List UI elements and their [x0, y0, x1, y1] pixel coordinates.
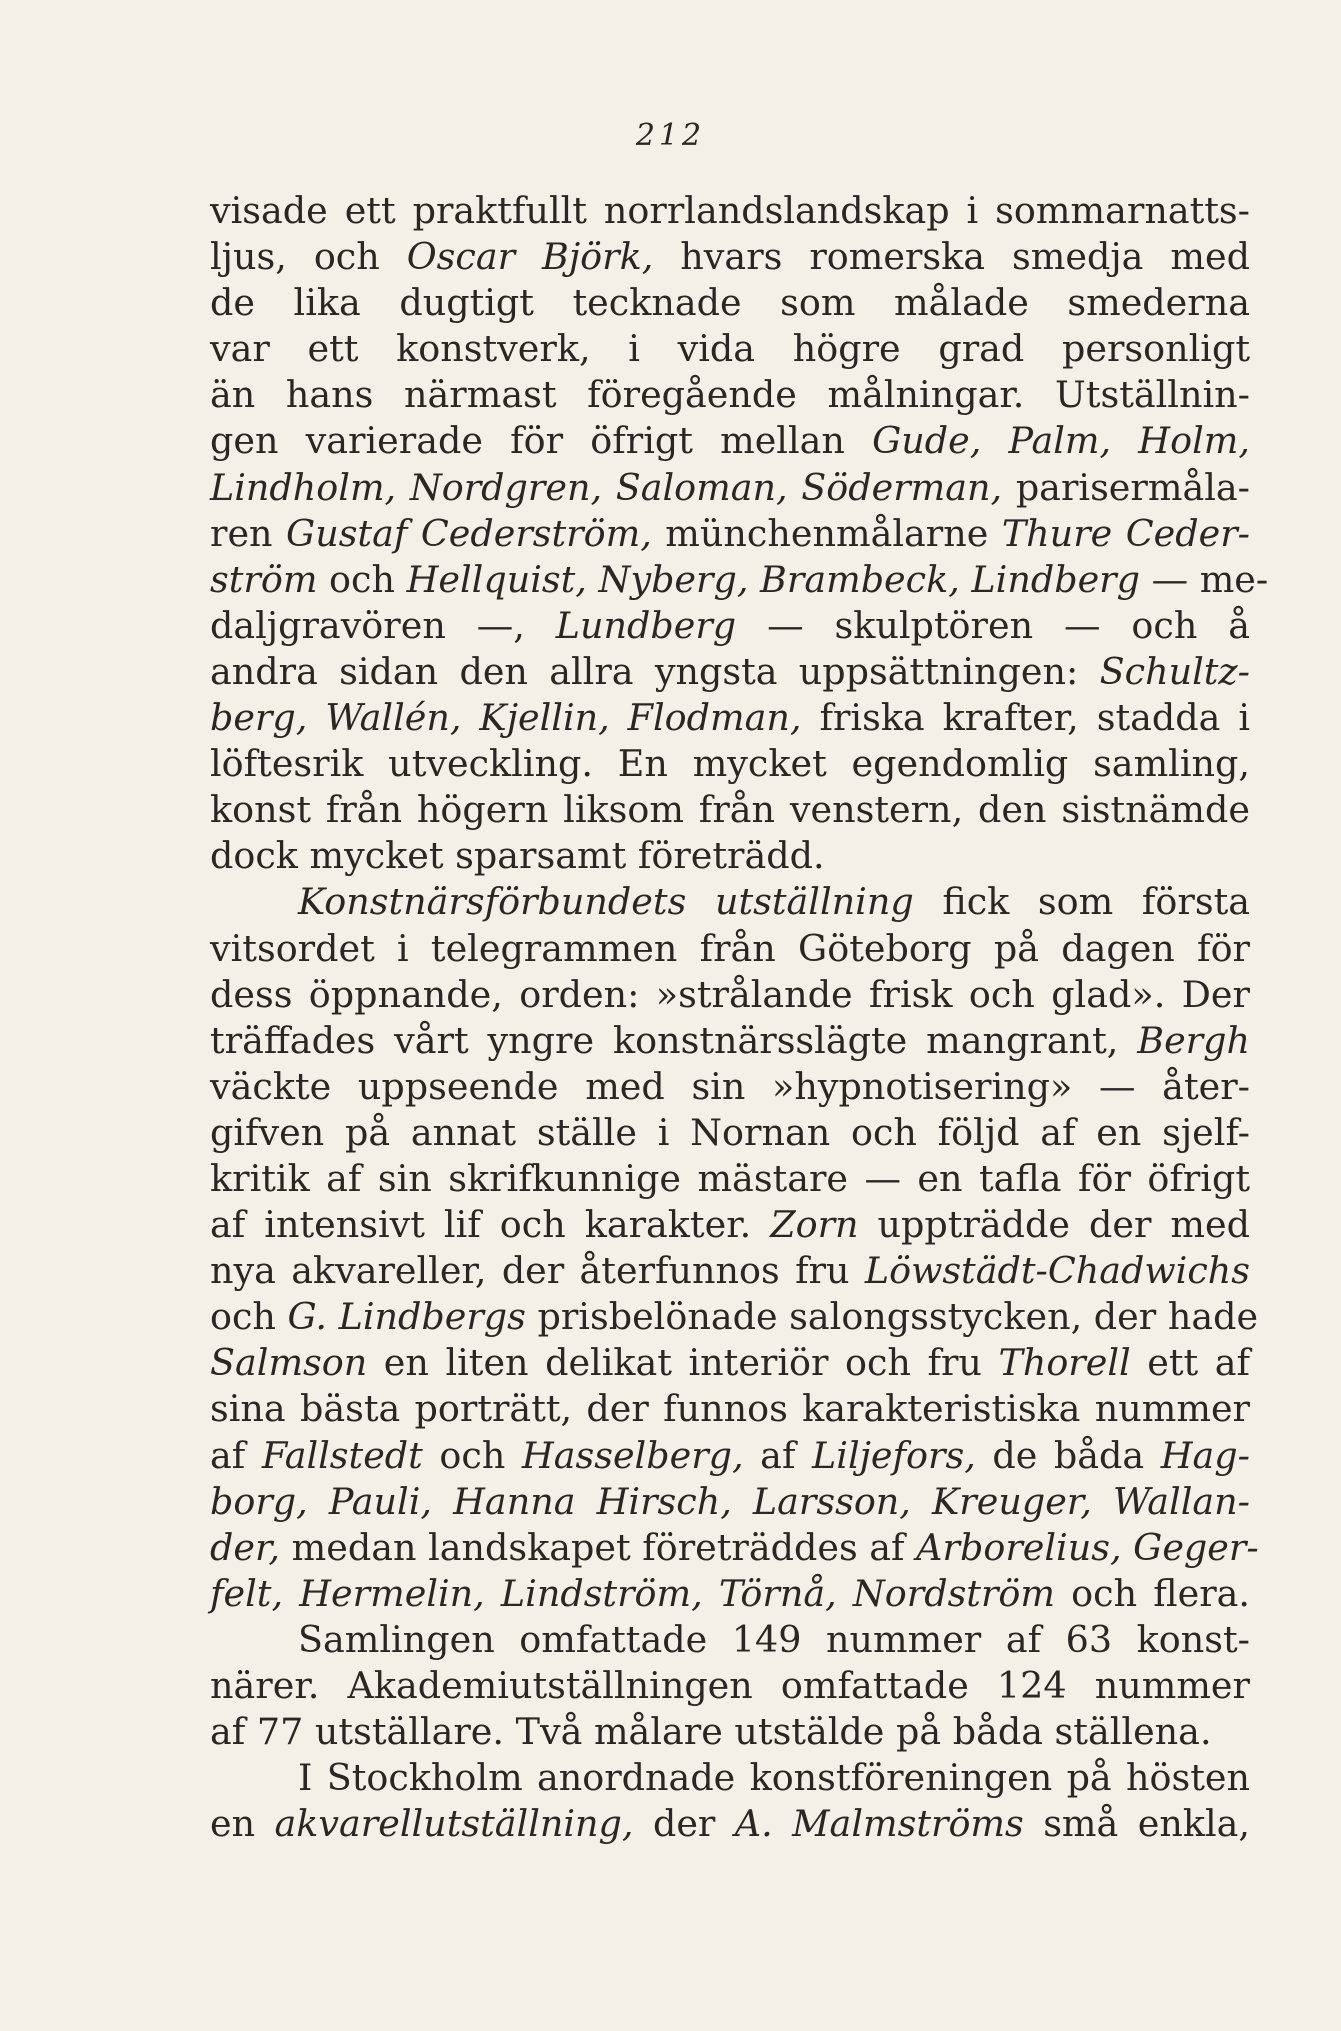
text-run: dess öppnande, orden: »strålande frisk och glad». Der [210, 972, 1250, 1016]
text-run: af [210, 1433, 262, 1477]
text-run: konst från högern liksom från venstern, den sistnämde [210, 788, 1250, 832]
body-text [210, 188, 1269, 1847]
italic-text: berg, Wallén, Kjellin, Flodman, [210, 696, 802, 740]
italic-text: felt, Hermelin, Lindström, Törnå, Nordström [210, 1571, 1056, 1615]
text-run: fick som första [913, 880, 1250, 924]
text-run: friska krafter, stadda i [801, 696, 1250, 740]
text-line [210, 649, 1250, 695]
text-run: ett af [1130, 1341, 1250, 1385]
text-line [210, 418, 1250, 464]
text-run: prisbelönade salongsstycken, der hade [525, 1295, 1259, 1339]
italic-text: der, [210, 1525, 281, 1569]
text-line [210, 972, 1250, 1018]
italic-text: Hag- [1160, 1433, 1251, 1477]
text-run: och [317, 557, 407, 601]
text-run: och flera. [1055, 1571, 1251, 1615]
italic-text: Liljefors, [812, 1433, 976, 1477]
text-run: uppträdde der med [858, 1203, 1250, 1247]
text-run: medan landskapet företräddes af [280, 1525, 917, 1569]
text-line [210, 1340, 1250, 1386]
text-line [210, 280, 1250, 326]
text-run: en liten delikat interiör och fru [367, 1341, 999, 1385]
italic-text: Konstnärsförbundets utställning [298, 880, 914, 924]
text-run: träffades vårt yngre konstnärsslägte mangrant, [210, 1018, 1138, 1062]
text-line [210, 511, 1250, 557]
text-run: en [210, 1802, 275, 1846]
text-line [210, 1801, 1250, 1847]
text-run: hvars romerska smedja med [653, 235, 1250, 279]
text-line [210, 234, 1250, 280]
text-line [210, 1755, 1250, 1801]
text-run: vitsordet i telegrammen från Göteborg på dagen för [210, 926, 1250, 970]
text-run: gifven på annat ställe i Nornan och följd af en sjelf- [210, 1110, 1250, 1154]
italic-text: Arborelius, Geger- [916, 1525, 1259, 1569]
italic-text: Thure Ceder- [1001, 511, 1250, 555]
text-run: der [633, 1802, 735, 1846]
text-run: kritik af sin skrifkunnige mästare — en tafla för öfrigt [210, 1156, 1250, 1200]
italic-text: ström [210, 557, 318, 601]
text-run: gen varierade för öfrigt mellan [210, 419, 873, 463]
italic-text: G. Lindbergs [287, 1295, 526, 1339]
italic-text: Zorn [770, 1203, 859, 1247]
text-run: ren [210, 511, 287, 555]
text-line [210, 741, 1250, 787]
text-line [210, 1663, 1250, 1709]
text-run: — skulptören — och å [736, 603, 1250, 647]
text-line [210, 1156, 1250, 1202]
text-line [210, 695, 1250, 741]
italic-text: Salmson [210, 1341, 368, 1385]
text-run: än hans närmast föregående målningar. Utställnin- [210, 373, 1250, 417]
text-run: ljus, och [210, 235, 407, 279]
text-run: af 77 utställare. Två målare utstälde på båda ställena. [210, 1710, 1212, 1754]
text-line [210, 1018, 1250, 1064]
italic-text: borg, Pauli, Hanna Hirsch, Larsson, Kreuger, Wallan- [210, 1479, 1250, 1523]
text-line [210, 188, 1250, 234]
text-run: parisermåla- [1002, 465, 1250, 509]
text-line [210, 1709, 1250, 1755]
text-run: väckte uppseende med sin »hypnotisering» — åter- [210, 1064, 1250, 1108]
italic-text: Fallstedt [261, 1433, 423, 1477]
text-run: andra sidan den allra yngsta uppsättningen: [210, 649, 1100, 693]
text-line [210, 787, 1250, 833]
text-line [210, 879, 1250, 925]
text-run: af [743, 1433, 813, 1477]
text-line [210, 1525, 1259, 1571]
text-line [210, 603, 1250, 649]
italic-text: Lindholm, Nordgren, Saloman, Söderman, [210, 465, 1003, 509]
text-run: münchenmålarne [651, 511, 1002, 555]
text-line [210, 1294, 1259, 1340]
text-line [210, 1202, 1250, 1248]
italic-text: Gude, Palm, Holm, [872, 419, 1250, 463]
text-run: sina bästa porträtt, der funnos karakteristiska nummer [210, 1387, 1250, 1431]
text-run: I Stockholm anordnade konstföreningen på hösten [298, 1756, 1250, 1800]
text-line [210, 1433, 1250, 1479]
text-line [210, 833, 1250, 879]
italic-text: Oscar Björk, [406, 235, 654, 279]
text-run: små enkla, [1023, 1802, 1250, 1846]
text-run: daljgravören —, [210, 603, 556, 647]
text-run: nya akvareller, der återfunnos fru [210, 1249, 865, 1293]
text-line [210, 1248, 1250, 1294]
italic-text: Bergh [1137, 1018, 1250, 1062]
text-run: närer. Akademiutställningen omfattade 124 nummer [210, 1664, 1250, 1707]
text-run: Samlingen omfattade 149 nummer af 63 konst- [298, 1617, 1250, 1661]
italic-text: akvarellutställning, [274, 1802, 634, 1846]
text-line [210, 465, 1250, 511]
text-line [210, 1479, 1250, 1525]
text-line [210, 1386, 1250, 1432]
text-line [210, 326, 1250, 372]
italic-text: Lundberg [555, 603, 737, 647]
text-line [210, 1571, 1250, 1617]
italic-text: Hellquist, Nyberg, Brambeck, Lindberg [406, 557, 1140, 601]
italic-text: Löwstädt-Chadwichs [864, 1249, 1250, 1293]
text-run: de båda [975, 1433, 1161, 1477]
text-run: var ett konstverk, i vida högre grad personligt [210, 327, 1250, 371]
text-line [210, 926, 1250, 972]
italic-text: Thorell [998, 1341, 1131, 1385]
text-run: dock mycket sparsamt företrädd. [210, 834, 825, 878]
text-run: af intensivt lif och karakter. [210, 1203, 771, 1247]
text-run: löftesrik utveckling. En mycket egendomlig samling, [210, 742, 1250, 786]
text-run: — me- [1139, 557, 1269, 601]
text-run: de lika dugtigt tecknade som målade smederna [210, 281, 1250, 325]
text-run: och [210, 1295, 288, 1339]
text-line [210, 372, 1250, 418]
text-line [210, 1617, 1250, 1663]
text-run: och [422, 1433, 522, 1477]
italic-text: A. Malmströms [734, 1802, 1024, 1846]
text-run: visade ett praktfullt norrlandslandskap i sommarnatts- [210, 189, 1250, 232]
italic-text: Hasselberg, [521, 1433, 744, 1477]
italic-text: Schultz- [1099, 649, 1250, 693]
text-line [210, 1110, 1250, 1156]
text-line [210, 557, 1269, 603]
page-number: 212 [635, 118, 706, 153]
italic-text: Gustaf Cederström, [286, 511, 652, 555]
text-line [210, 1064, 1250, 1110]
